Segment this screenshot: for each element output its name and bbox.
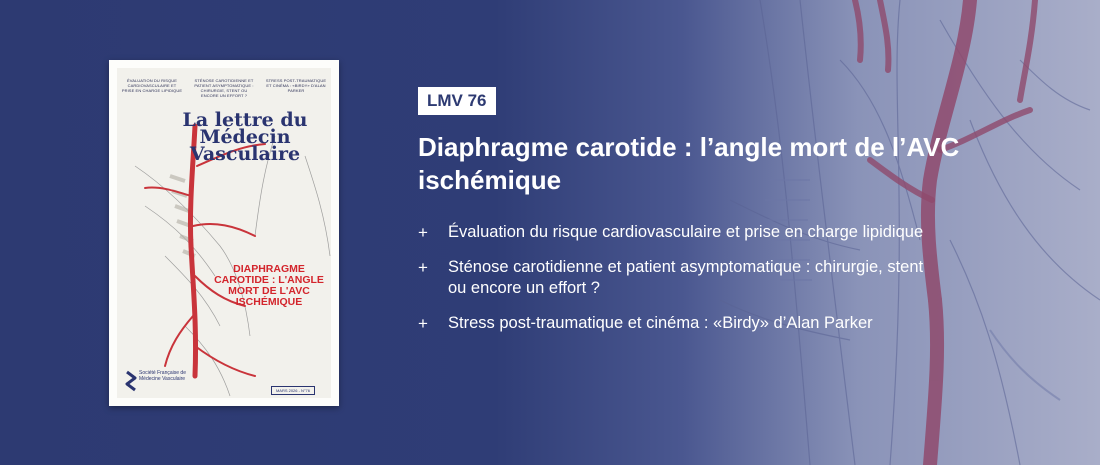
sfmv-logo-icon [125, 370, 137, 392]
cover-teaser: STÉNOSE CAROTIDIENNE ET PATIENT ASYMPTOMATIQUE : CHIRURGIE, STENT OU ENCORE UN EFFORT ? [194, 78, 254, 98]
issue-badge: LMV 76 [418, 87, 496, 115]
cover-society-name: Société Française de Médecine Vasculaire [139, 370, 186, 382]
plus-icon: + [418, 258, 428, 277]
cover-teaser: ÉVALUATION DU RISQUE CARDIOVASCULAIRE ET PRISE EN CHARGE LIPIDIQUE [121, 78, 183, 93]
cover-issue-label: MARS 2026 - N°76 [271, 386, 315, 395]
plus-icon: + [418, 314, 428, 333]
topic-item [418, 222, 938, 243]
magazine-cover[interactable] [109, 60, 339, 406]
topic-list [418, 222, 938, 348]
topic-text: Stress post-traumatique et cinéma : «Birdy» d’Alan Parker [448, 314, 873, 332]
plus-icon: + [418, 223, 428, 242]
cover-headline: DIAPHRAGME CAROTIDE : L'ANGLE MORT DE L'AVC ISCHÉMIQUE [214, 263, 324, 308]
topic-text: Sténose carotidienne et patient asymptomatique : chirurgie, stent ou encore un effort ? [448, 258, 924, 297]
topic-item [418, 313, 938, 334]
article-title: Diaphragme carotide : l’angle mort de l’AVC ischémique [418, 132, 960, 195]
topic-item [418, 257, 938, 299]
cover-teaser: STRESS POST-TRAUMATIQUE ET CINÉMA : «BIRDY» D'ALAN PARKER [265, 78, 327, 93]
cover-title: La lettre du Médecin Vasculaire [182, 109, 308, 165]
topic-text: Évaluation du risque cardiovasculaire et prise en charge lipidique [448, 223, 924, 241]
cover-teasers [121, 78, 327, 98]
